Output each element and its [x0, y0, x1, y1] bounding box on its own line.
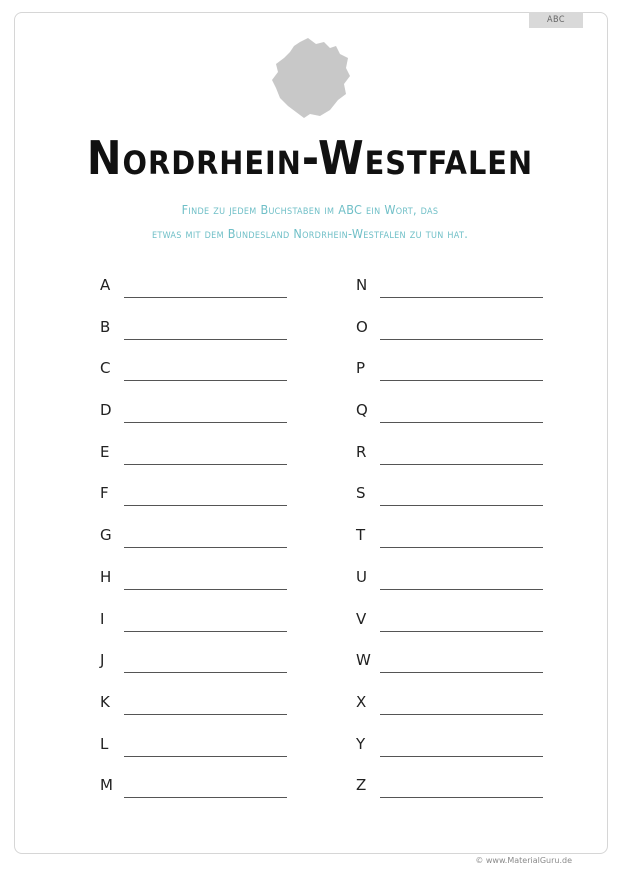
row-letter: N: [356, 276, 368, 294]
answer-line[interactable]: [380, 672, 543, 673]
row-letter: D: [100, 401, 112, 420]
row-letter: Y: [356, 734, 366, 753]
answer-line[interactable]: [124, 339, 287, 340]
answer-line[interactable]: [380, 756, 543, 757]
answer-line[interactable]: [124, 547, 287, 548]
answer-line[interactable]: [124, 380, 287, 381]
row-letter: B: [100, 317, 111, 336]
answer-line[interactable]: [380, 547, 543, 548]
answer-line[interactable]: [380, 339, 543, 340]
row-letter: W: [356, 651, 371, 670]
answer-line[interactable]: [124, 672, 287, 673]
row-letter: C: [100, 359, 111, 378]
instructions: [0, 198, 620, 246]
copyright-footer: © www.MaterialGuru.de: [475, 856, 572, 865]
answer-line[interactable]: [124, 297, 287, 298]
answer-line[interactable]: [380, 297, 543, 298]
answer-line[interactable]: [124, 797, 287, 798]
row-letter: F: [100, 484, 109, 503]
row-letter: U: [356, 567, 367, 586]
row-letter: Q: [356, 401, 368, 420]
answer-line[interactable]: [124, 464, 287, 465]
row-letter: A: [100, 276, 111, 294]
answer-line[interactable]: [124, 505, 287, 506]
answer-line[interactable]: [124, 756, 287, 757]
row-letter: M: [100, 776, 113, 795]
nrw-map-icon: [270, 36, 352, 120]
answer-line[interactable]: [380, 714, 543, 715]
answer-line[interactable]: [380, 422, 543, 423]
answer-line[interactable]: [124, 714, 287, 715]
row-letter: V: [356, 609, 367, 628]
row-letter: T: [356, 526, 366, 545]
answer-line[interactable]: [380, 464, 543, 465]
row-letter: P: [356, 359, 366, 378]
row-letter: L: [100, 734, 109, 753]
page-title: Nordrhein-Westfalen: [86, 131, 534, 185]
row-letter: S: [356, 484, 366, 503]
answer-line[interactable]: [124, 422, 287, 423]
row-letter: O: [356, 317, 368, 336]
instructions-line-1: Finde zu jedem Buchstaben im ABC ein Wort, das: [181, 202, 439, 217]
answer-line[interactable]: [380, 380, 543, 381]
answer-line[interactable]: [380, 631, 543, 632]
instructions-line-2: etwas mit dem Bundesland Nordrhein-Westfalen zu tun hat.: [151, 226, 469, 241]
row-letter: I: [100, 609, 105, 628]
row-letter: R: [356, 442, 367, 461]
answer-line[interactable]: [124, 631, 287, 632]
row-letter: G: [100, 526, 112, 545]
answer-line[interactable]: [124, 589, 287, 590]
row-letter: Z: [356, 776, 367, 795]
row-letter: H: [100, 567, 112, 586]
abc-tag: ABC: [529, 12, 583, 28]
row-letter: K: [100, 692, 110, 711]
answer-line[interactable]: [380, 589, 543, 590]
row-letter: E: [100, 442, 110, 461]
answer-line[interactable]: [380, 797, 543, 798]
answer-line[interactable]: [380, 505, 543, 506]
row-letter: X: [356, 692, 367, 711]
row-letter: J: [100, 651, 105, 670]
